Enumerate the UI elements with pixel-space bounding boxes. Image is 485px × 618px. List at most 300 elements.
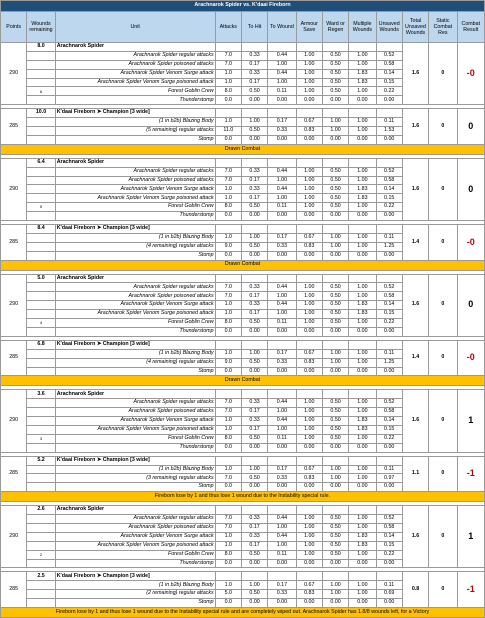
empty-cell [215,340,241,349]
stat-value: 1.00 [268,60,296,69]
stat-value: 0.0 [215,599,241,608]
stat-value: 0.00 [241,599,267,608]
attack-name: (5 remaining) regular attacks [55,127,215,136]
stat-value: 0.17 [241,194,267,203]
stat-value: 0.83 [296,474,322,483]
unit-points: 290 [1,390,27,452]
stat-value: 1.00 [349,242,376,251]
stat-value: 8.0 [215,434,241,443]
stat-value: 0.00 [349,212,376,221]
stat-value: 0.00 [322,327,348,336]
attack-name: Arachnarok Spider poisoned attacks [55,408,215,417]
stat-value: 1.83 [349,310,376,319]
empty-cell [349,572,376,581]
column-header: To Wound [268,12,296,43]
stat-value: 0.0 [215,367,241,376]
stat-value: 0.00 [268,251,296,260]
stat-value: 1.0 [215,69,241,78]
stat-value: 0.22 [376,203,402,212]
empty-cell [268,274,296,283]
attack-name: (1 in b2b) Blazing Body [55,581,215,590]
stat-value: 0.33 [268,242,296,251]
stat-value: 1.00 [322,118,348,127]
round-result-banner: Drawn Combat [1,260,485,270]
stat-value: 1.00 [296,301,322,310]
stat-value: 0.33 [241,515,267,524]
empty-cell [215,506,241,515]
model-count: 2 [27,550,55,559]
total-unsaved-wounds: 1.6 [402,109,428,145]
empty-cell [376,43,402,52]
stat-value: 1.0 [215,581,241,590]
stat-value: 1.0 [215,417,241,426]
stat-value: 1.00 [322,233,348,242]
stat-value: 1.00 [296,541,322,550]
stat-value: 1.83 [349,417,376,426]
attack-name: Arachnarok Spider regular attacks [55,515,215,524]
stat-value: 0.00 [268,367,296,376]
attack-name: Stomp [55,367,215,376]
stat-value: 1.00 [296,310,322,319]
stat-value: 0.17 [241,292,267,301]
stat-value: 0.11 [376,465,402,474]
stat-value: 0.00 [296,96,322,105]
attack-name: Thunderstomp [55,443,215,452]
unit-wounds: 6.4 [27,158,55,167]
stat-value: 0.52 [376,167,402,176]
stat-value: 0.00 [376,251,402,260]
attack-name: Arachnarok Spider poisoned attacks [55,523,215,532]
attack-name: Arachnarok Spider Venom Surge attack [55,532,215,541]
empty-cell [241,158,267,167]
empty-cell [322,390,348,399]
stat-value: 0.44 [268,51,296,60]
stat-value: 0.14 [376,301,402,310]
empty-cell [349,456,376,465]
stat-value: 0.17 [241,176,267,185]
stat-value: 1.00 [349,87,376,96]
empty-cell [241,456,267,465]
stat-value: 1.83 [349,194,376,203]
empty-cell [296,390,322,399]
stat-value: 0.00 [376,367,402,376]
unit-wounds: 3.6 [27,390,55,399]
stat-value: 0.67 [296,581,322,590]
stat-value: 7.0 [215,167,241,176]
unit-name: K'daai Fireborn ➤ Champion [3 wide] [55,225,215,234]
empty-cell [296,109,322,118]
stat-value: 1.00 [268,194,296,203]
empty-cell [322,572,348,581]
stat-value: 1.00 [296,176,322,185]
stat-value: 1.00 [296,167,322,176]
stat-value: 9.0 [215,358,241,367]
unit-wounds: 5.2 [27,456,55,465]
stat-value: 0.00 [241,367,267,376]
empty-cell [241,225,267,234]
unit-header-row [1,274,485,283]
column-header: Combat Result [457,12,484,43]
stat-value: 0.00 [268,135,296,144]
unit-points: 285 [1,109,27,145]
empty-cell [241,340,267,349]
empty-cell [27,51,55,60]
stat-value: 0.11 [376,349,402,358]
unit-wounds: 10.0 [27,109,55,118]
stat-value: 0.00 [296,483,322,492]
empty-cell [296,506,322,515]
attack-name: Forest Goblin Crew [55,434,215,443]
attack-name: Stomp [55,599,215,608]
stat-value: 1.00 [322,349,348,358]
empty-cell [27,194,55,203]
round-result-banner: Fireborn lose by 1 and thus lose 1 wound due to the Instability special rule and are completely wiped out. Arachnarok Spider has 1.8/8 wounds left, for a Victory [1,607,485,617]
stat-value: 1.00 [349,581,376,590]
stat-value: 0.33 [241,301,267,310]
stat-value: 0.33 [241,51,267,60]
stat-value: 1.00 [241,118,267,127]
stat-value: 11.0 [215,127,241,136]
static-combat-res: 0 [429,456,457,492]
stat-value: 1.00 [296,203,322,212]
stat-value: 1.00 [349,233,376,242]
stat-value: 0.44 [268,301,296,310]
empty-cell [376,109,402,118]
empty-cell [349,158,376,167]
stat-value: 0.17 [268,349,296,358]
combat-result: 1 [457,506,484,568]
stat-value: 0.00 [376,483,402,492]
unit-wounds: 8.0 [27,43,55,52]
stat-value: 0.33 [268,358,296,367]
empty-cell [215,456,241,465]
stat-value: 0.00 [241,327,267,336]
stat-value: 0.00 [376,135,402,144]
stat-value: 0.00 [241,251,267,260]
stat-value: 1.0 [215,532,241,541]
stat-value: 1.00 [241,349,267,358]
stat-value: 0.33 [241,532,267,541]
empty-cell [27,176,55,185]
stat-value: 0.52 [376,515,402,524]
stat-value: 7.0 [215,474,241,483]
stat-value: 0.00 [322,559,348,568]
unit-points: 290 [1,158,27,220]
empty-cell [27,242,55,251]
total-unsaved-wounds: 1.6 [402,43,428,105]
stat-value: 0.11 [268,434,296,443]
stat-value: 0.00 [376,212,402,221]
stat-value: 1.00 [349,51,376,60]
stat-value: 0.33 [241,185,267,194]
empty-cell [296,340,322,349]
combat-result: 0 [457,274,484,336]
stat-value: 1.00 [322,358,348,367]
stat-value: 9.0 [215,242,241,251]
stat-value: 0.00 [241,559,267,568]
stat-value: 0.15 [376,310,402,319]
stat-value: 1.00 [349,515,376,524]
empty-cell [215,43,241,52]
stat-value: 0.50 [322,60,348,69]
empty-cell [349,225,376,234]
empty-cell [27,367,55,376]
stat-value: 0.50 [322,176,348,185]
empty-cell [27,283,55,292]
stat-value: 0.44 [268,69,296,78]
empty-cell [268,340,296,349]
stat-value: 0.00 [349,443,376,452]
stat-value: 1.00 [296,417,322,426]
stat-value: 1.00 [268,541,296,550]
unit-points: 290 [1,43,27,105]
stat-value: 1.00 [349,203,376,212]
stat-value: 0.11 [376,581,402,590]
attack-name: (1 in b2b) Blazing Body [55,465,215,474]
stat-value: 7.0 [215,408,241,417]
stat-value: 0.50 [322,51,348,60]
stat-value: 0.44 [268,532,296,541]
stat-value: 0.0 [215,559,241,568]
stat-value: 0.17 [268,233,296,242]
stat-value: 0.00 [349,599,376,608]
empty-cell [376,506,402,515]
stat-value: 0.00 [268,483,296,492]
empty-cell [322,225,348,234]
empty-cell [376,456,402,465]
stat-value: 0.50 [322,550,348,559]
unit-header-row [1,340,485,349]
empty-cell [215,225,241,234]
stat-value: 0.00 [268,212,296,221]
stat-value: 1.00 [296,60,322,69]
stat-value: 1.00 [322,127,348,136]
attack-name: Forest Goblin Crew [55,319,215,328]
attack-name: Stomp [55,251,215,260]
stat-value: 1.53 [376,127,402,136]
unit-name: K'daai Fireborn ➤ Champion [3 wide] [55,109,215,118]
combat-result: -0 [457,43,484,105]
empty-cell [27,327,55,336]
empty-cell [27,212,55,221]
unit-points: 290 [1,506,27,568]
attack-name: Arachnarok Spider Venom Surge attack [55,69,215,78]
stat-value: 0.00 [296,559,322,568]
stat-value: 7.0 [215,283,241,292]
attack-name: Arachnarok Spider regular attacks [55,283,215,292]
stat-value: 0.69 [376,590,402,599]
empty-cell [215,109,241,118]
combat-result: -1 [457,572,484,608]
column-header: Static Combat Res [429,12,457,43]
empty-cell [296,572,322,581]
stat-value: 0.11 [268,319,296,328]
stat-value: 0.0 [215,327,241,336]
total-unsaved-wounds: 1.4 [402,225,428,261]
stat-value: 0.44 [268,399,296,408]
stat-value: 0.44 [268,283,296,292]
attack-name: Arachnarok Spider Venom Surge attack [55,417,215,426]
stat-value: 1.00 [296,185,322,194]
attack-name: Arachnarok Spider regular attacks [55,399,215,408]
empty-cell [268,506,296,515]
stat-value: 0.00 [376,599,402,608]
model-count: 5 [27,203,55,212]
stat-value: 0.00 [349,559,376,568]
empty-cell [268,225,296,234]
empty-cell [296,43,322,52]
stat-value: 0.50 [322,167,348,176]
stat-value: 1.00 [296,51,322,60]
empty-cell [241,390,267,399]
attack-name: Arachnarok Spider Venom Surge poisoned attack [55,310,215,319]
attack-name: Arachnarok Spider Venom Surge attack [55,301,215,310]
round-result-banner: Drawn Combat [1,376,485,386]
attack-name: Arachnarok Spider Venom Surge poisoned attack [55,541,215,550]
stat-value: 0.00 [376,443,402,452]
stat-value: 0.33 [268,590,296,599]
unit-header-row [1,225,485,234]
combat-result: -0 [457,340,484,376]
empty-cell [27,399,55,408]
stat-value: 1.00 [241,465,267,474]
unit-header-row [1,109,485,118]
stat-value: 0.44 [268,417,296,426]
stat-value: 0.00 [296,135,322,144]
column-header: Ward or Regen [322,12,348,43]
stat-value: 0.50 [322,283,348,292]
stat-value: 1.00 [296,515,322,524]
stat-value: 0.00 [349,367,376,376]
column-header: Points [1,12,27,43]
stat-value: 1.00 [349,292,376,301]
empty-cell [322,43,348,52]
model-count: 6 [27,87,55,96]
stat-value: 0.50 [322,69,348,78]
round-result-banner: Fireborn lose by 1 and thus lose 1 wound due to the Instability special rule. [1,492,485,502]
stat-value: 0.50 [322,417,348,426]
stat-value: 0.97 [376,474,402,483]
empty-cell [241,109,267,118]
empty-cell [27,78,55,87]
empty-cell [376,225,402,234]
empty-cell [268,158,296,167]
stat-value: 0.50 [241,474,267,483]
stat-value: 1.83 [349,78,376,87]
column-header: To Hit [241,12,267,43]
empty-cell [27,310,55,319]
empty-cell [27,349,55,358]
stat-value: 0.00 [376,96,402,105]
stat-value: 0.00 [268,443,296,452]
stat-value: 0.00 [322,367,348,376]
stat-value: 0.22 [376,434,402,443]
stat-value: 0.50 [322,194,348,203]
attack-name: Arachnarok Spider Venom Surge poisoned attack [55,194,215,203]
stat-value: 0.33 [241,399,267,408]
empty-cell [241,572,267,581]
empty-cell [27,358,55,367]
stat-value: 0.15 [376,541,402,550]
stat-value: 0.33 [241,167,267,176]
stat-value: 0.50 [322,425,348,434]
empty-cell [296,274,322,283]
stat-value: 1.0 [215,78,241,87]
empty-cell [27,425,55,434]
stat-value: 1.00 [296,399,322,408]
stat-value: 0.58 [376,60,402,69]
stat-value: 0.33 [268,474,296,483]
stat-value: 0.00 [268,559,296,568]
stat-value: 0.00 [349,251,376,260]
stat-value: 0.67 [296,118,322,127]
stat-value: 0.00 [322,251,348,260]
empty-cell [27,443,55,452]
stat-value: 0.50 [322,203,348,212]
combat-result: 0 [457,109,484,145]
stat-value: 0.00 [268,327,296,336]
static-combat-res: 0 [429,43,457,105]
stat-value: 0.17 [241,541,267,550]
stat-value: 1.0 [215,185,241,194]
stat-value: 0.0 [215,96,241,105]
attack-name: Arachnarok Spider poisoned attacks [55,292,215,301]
total-unsaved-wounds: 1.4 [402,340,428,376]
column-header: Multiple Wounds [349,12,376,43]
stat-value: 0.58 [376,408,402,417]
unit-header-row [1,572,485,581]
stat-value: 0.67 [296,465,322,474]
stat-value: 0.50 [322,310,348,319]
column-header: Wounds remaining [27,12,55,43]
stat-value: 0.11 [268,87,296,96]
empty-cell [27,292,55,301]
empty-cell [322,456,348,465]
stat-value: 0.44 [268,515,296,524]
attack-name: Forest Goblin Crew [55,87,215,96]
stat-value: 0.17 [241,425,267,434]
stat-value: 0.44 [268,167,296,176]
stat-value: 0.83 [296,242,322,251]
stat-value: 1.0 [215,541,241,550]
unit-header-row [1,506,485,515]
stat-value: 0.0 [215,251,241,260]
stat-value: 0.00 [241,443,267,452]
stat-value: 0.50 [322,434,348,443]
stat-value: 0.50 [322,87,348,96]
empty-cell [27,69,55,78]
unit-points: 285 [1,456,27,492]
stat-value: 1.00 [296,87,322,96]
stat-value: 0.50 [322,515,348,524]
stat-value: 1.0 [215,233,241,242]
empty-cell [322,340,348,349]
attack-name: Arachnarok Spider Venom Surge poisoned attack [55,78,215,87]
stat-value: 0.83 [296,590,322,599]
unit-name: Arachnarok Spider [55,43,215,52]
stat-value: 1.00 [296,194,322,203]
combat-result: 1 [457,390,484,452]
attack-name: (2 remaining) regular attacks [55,590,215,599]
empty-cell [241,43,267,52]
stat-value: 0.50 [322,301,348,310]
stat-value: 0.50 [241,127,267,136]
stat-value: 0.00 [241,96,267,105]
unit-name: K'daai Fireborn ➤ Champion [3 wide] [55,456,215,465]
stat-value: 1.00 [349,399,376,408]
stat-value: 0.50 [322,541,348,550]
attack-name: Arachnarok Spider regular attacks [55,167,215,176]
